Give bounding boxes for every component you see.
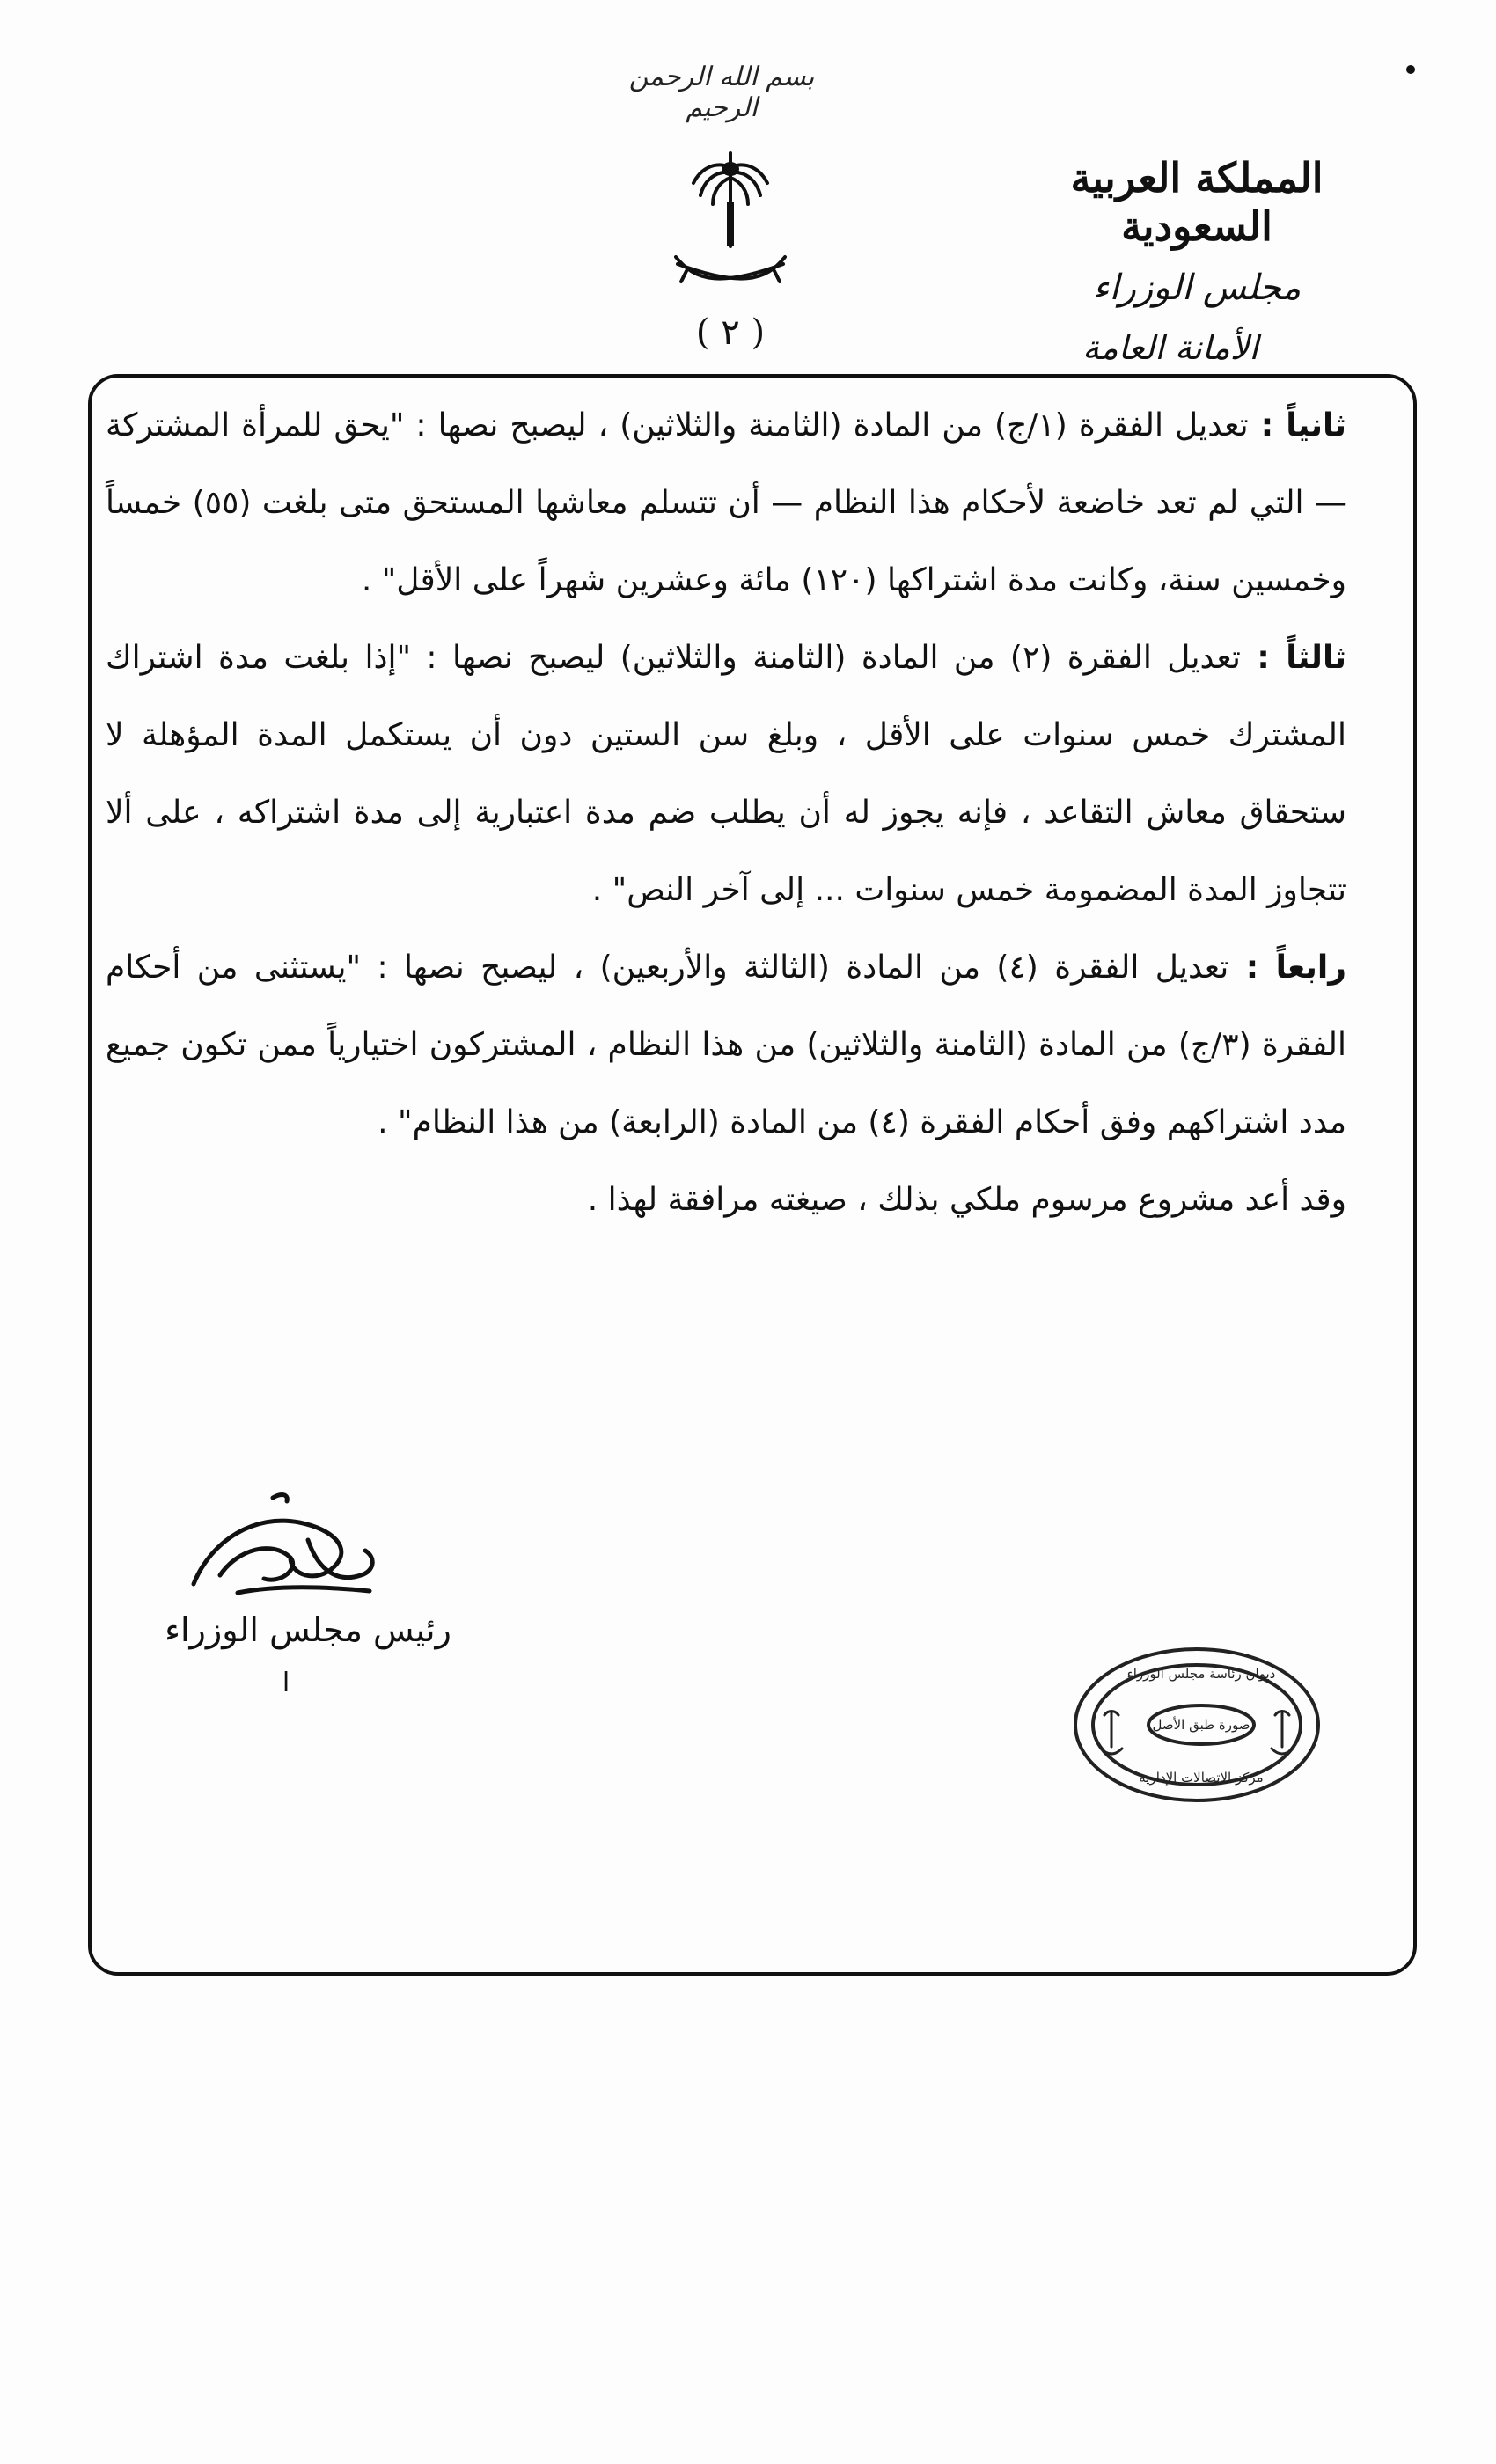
council-title: مجلس الوزراء [1092, 268, 1302, 309]
corner-dot [1406, 65, 1415, 74]
stamp-top-text: ديوان رئاسة مجلس الوزراء [1126, 1666, 1276, 1682]
signature-title: رئيس مجلس الوزراء [165, 1610, 451, 1649]
official-stamp [1069, 1641, 1324, 1808]
kingdom-title: المملكة العربية السعودية [1070, 154, 1324, 251]
paragraph-fourth [106, 929, 1346, 1162]
saudi-emblem-icon [660, 150, 801, 308]
secretariat-title: الأمانة العامة [1082, 328, 1258, 368]
paragraph-fourth-lead: رابعاً : [1228, 950, 1346, 986]
handwritten-signature [185, 1487, 387, 1619]
stamp-bottom-text: مركز الاتصالات الإدارية [1139, 1770, 1264, 1786]
page-number: ( ٢ ) [695, 312, 766, 353]
paragraph-fourth-text: تعديل الفقرة (٤) من المادة (الثالثة والأربعين) ، ليصبح نصها : "يستثنى من أحكام الفقرة (٣/ج) من المادة (الثامنة والثلاثين) من هذا النظام ، المشتركون اختيارياً ممن تكون جميع مدد اشتراكهم وفق أحكام الفقرة (٤) من المادة (الرابعة) من هذا النظام" . [106, 950, 1346, 1140]
paragraph-third-lead: ثالثاً : [1240, 640, 1346, 676]
closing-statement: وقد أعد مشروع مرسوم ملكي بذلك ، صيغته مرافقة لهذا . [587, 1182, 1346, 1218]
paragraph-second-lead: ثانياً : [1248, 407, 1346, 444]
paragraph-second-text: تعديل الفقرة (١/ج) من المادة (الثامنة والثلاثين) ، ليصبح نصها : "يحق للمرأة المشتركة — التي لم تعد خاضعة لأحكام هذا النظام — أن تتسلم معاشها المستحق متى بلغت (٥٥) خمساً وخمسين سنة، وكانت مدة اشتراكها (١٢٠) مائة وعشرين شهراً على الأقل" . [106, 407, 1347, 598]
document-body [106, 387, 1346, 1239]
letterhead [1003, 154, 1390, 369]
paragraph-third [106, 620, 1346, 929]
paragraph-second [106, 387, 1346, 620]
stamp-middle-text: صورة طبق الأصل [1152, 1717, 1250, 1733]
signature-mark: ا [282, 1668, 290, 1698]
basmala: بسم الله الرحمن الرحيم [628, 62, 815, 123]
paragraph-third-text: تعديل الفقرة (٢) من المادة (الثامنة والثلاثين) ليصبح نصها : "إذا بلغت مدة اشتراك المشترك خمس سنوات على الأقل ، وبلغ سن الستين دون أن يستكمل المدة المؤهلة لا ستحقاق معاش التقاعد ، فإنه يجوز له أن يطلب ضم مدة اعتبارية إلى مدة اشتراكه ، على ألا تتجاوز المدة المضمومة خمس سنوات ... إلى آخر النص" . [106, 640, 1346, 908]
